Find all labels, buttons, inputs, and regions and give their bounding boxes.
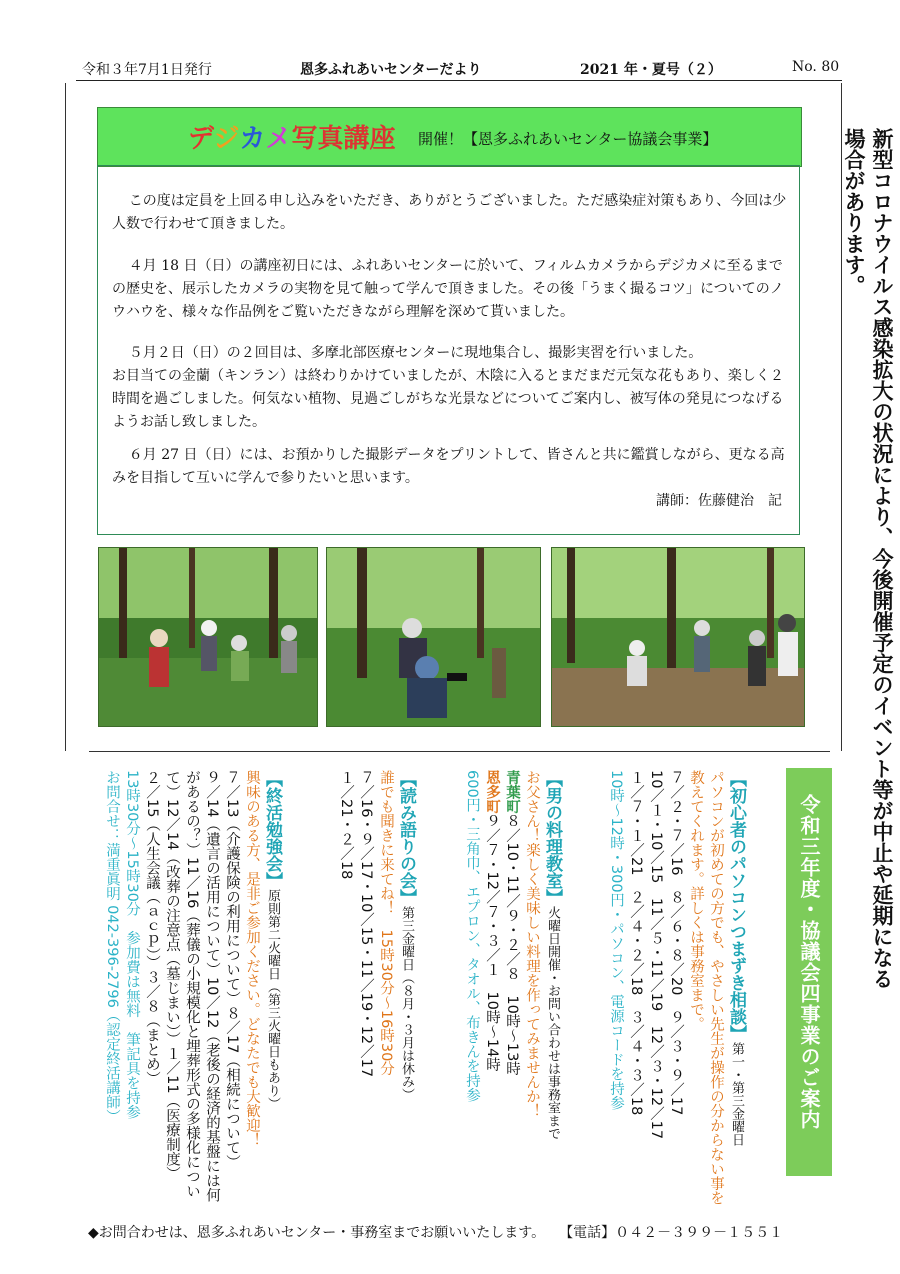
reading-dates-2: １／21・２／18 — [338, 770, 354, 880]
issue-number: No. 80 — [792, 59, 840, 75]
endlife-schedule: 原則第二火曜日（第三火曜日もあり） — [265, 889, 280, 1110]
signature: 講師：佐藤健治 記 — [656, 493, 782, 509]
issue-date: 令和３年7月1日発行 — [82, 62, 212, 78]
reading-heading: 【読み語りの会】 — [396, 770, 416, 906]
cooking-description: お父さん！楽しく美味しい料理を作ってみませんか！ — [524, 770, 540, 1118]
cooking-onta-label: 恩多町 — [484, 770, 500, 814]
endlife-contact: お問合せ：満重眞明 042-396-2796（認定終活講師） — [104, 770, 120, 1124]
newsletter-title: 恩多ふれあいセンターだより — [300, 62, 482, 78]
reading-dates-1: ７／16・９／17・10／15・11／19・12／17 — [358, 770, 374, 1078]
photo-lecture-1 — [98, 547, 318, 727]
guide-title: 令和三年度・協議会四事業のご案内 — [797, 794, 821, 1130]
endlife-section — [102, 770, 282, 1210]
section-divider — [89, 751, 830, 752]
cooking-schedule: 火曜日開催・お問い合わせは事務室まで — [545, 906, 560, 1140]
cooking-aoba-label: 青葉町 — [504, 770, 520, 814]
guide-title-band — [786, 768, 832, 1176]
cooking-section — [462, 770, 562, 1210]
endlife-heading: 【終活勉強会】 — [262, 770, 282, 889]
pc-section — [606, 770, 746, 1210]
reading-section — [336, 770, 416, 1210]
endlife-description: 興味のある方、是非ご参加ください。どなたでも大歓迎！ — [244, 770, 260, 1147]
cooking-onta-dates: ９／７・12／７・３／１ 10時～14時 — [484, 813, 500, 1072]
endlife-line-1: ７／13（介護保険の利用について）８／17（相続について） — [224, 770, 240, 1170]
issue-label: 2021 年・夏号（２） — [580, 62, 722, 78]
cooking-heading: 【男の料理教室】 — [542, 770, 562, 906]
cooking-aoba-dates: ８／10・11／９・２／８ 10時～13時 — [504, 813, 520, 1076]
reading-description: 誰でも聞きに来てね！ 15時30分～16時30分 — [378, 770, 394, 1076]
endlife-line-2: ９／14（遺言の活用について）10／12（老後の経済的基盤には何があるの？）11／16（葬儀の小規模化と埋葬形式の多様化について）12／14（改葬の注意点（墓じまい））１／11（医療制度） — [164, 770, 220, 1203]
pc-dates-1: ７／２・７／16 ８／６・８／20 ９／３・９／17 — [668, 770, 684, 1116]
pc-schedule: 第一・第三金曜日 — [729, 1042, 744, 1146]
paragraph-1: この度は定員を上回る申し込みをいただき、ありがとうございました。ただ感染症対策もあり、今回は少人数で行わせて頂きました。 — [112, 193, 787, 232]
header-rule — [76, 80, 842, 81]
paragraph-4: ６月 27 日（日）には、お預かりした撮影データをプリントして、皆さんと共に鑑賞しながら、更なる高みを目指して互いに学んで参りたいと思います。 — [112, 447, 785, 486]
endlife-line-3: ２／15（人生会議（ａｃｐ））３／８（まとめ） — [144, 770, 160, 1086]
covid-notice: 新型コロナウイルス感染拡大の状況により、今後開催予定のイベント等が中止や延期になる場合があります。 — [842, 128, 894, 989]
article-title: デジカメ写真講座 — [188, 124, 396, 154]
pc-description: パソコンが初めての方でも、やさしい先生が操作の分からない事を教えてくれます。詳しくは事務室まで。 — [688, 770, 724, 1205]
endlife-line-4: 13時30分～15時30分 参加費は無料 筆記具を持参 — [124, 770, 140, 1120]
pc-info: 10時～12時・300円・パソコン、電源コードを持参 — [608, 770, 624, 1111]
photo-lecture-3 — [551, 547, 805, 727]
pc-heading: 【初心者のパソコンつまずき相談】 — [726, 770, 746, 1042]
footer-contact: ◆お問合わせは、恩多ふれあいセンター・事務室までお願いいたします。 【電話】０４２－３９９－１５５１ — [88, 1225, 784, 1241]
article-subtitle: 開催！【恩多ふれあいセンター協議会事業】 — [418, 130, 718, 148]
pc-dates-3: １／７・１／21 ２／４・２／18 ３／４・３／18 — [628, 770, 644, 1116]
reading-schedule: 第三金曜日（８月・３月は休み） — [399, 906, 414, 1101]
pc-dates-2: 10／１・10／15 11／５・11／19 12／３・12／17 — [648, 770, 664, 1140]
paragraph-2: ４月 18 日（日）の講座初日には、ふれあいセンターに於いて、フィルムカメラからデジカメに至るまでの歴史を、展示したカメラの実物を見て触って学んで頂きました。その後「うまく撮るコツ」についてのノウハウを、様々な作品例をご覧いただきながら理解を深めて貰いました。 — [112, 258, 784, 320]
paragraph-3: ５月２日（日）の２回目は、多摩北部医療センターに現地集合し、撮影実習を行いました。 お目当ての金蘭（キンラン）は終わりかけていましたが、木陰に入るとまだまだ元気な花もあり、楽しく２時間を過ごしました。何気ない植物、見過ごしがちな光景などについてご案内し、被写体の発見につなげるようお話し致しました。 — [112, 345, 784, 430]
photo-lecture-2 — [326, 547, 541, 727]
cooking-info: 600円・三角巾、エプロン、タオル、布きんを持参 — [464, 770, 480, 1103]
